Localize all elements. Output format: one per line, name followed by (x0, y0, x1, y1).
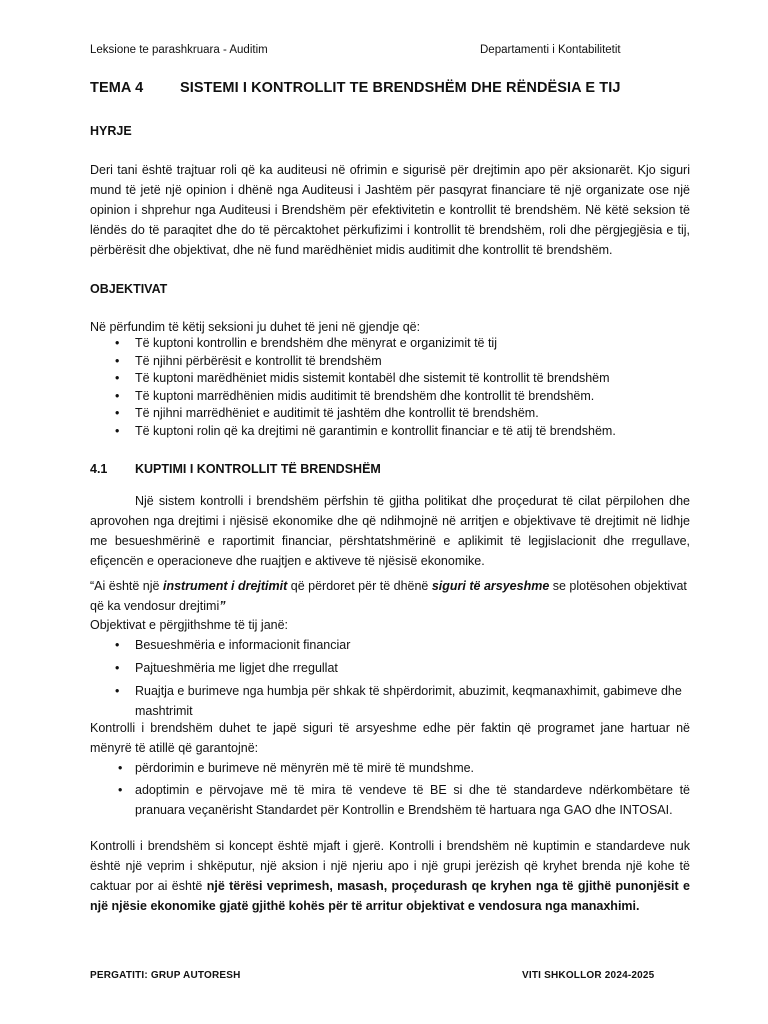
list-item: • adoptimin e përvojave më të mira të vendeve të BE si dhe të standardeve ndërkombëtare të pranuara veçanërisht Standardet për Kontrollin e Brendshëm të hartuara nga GAO dhe INTOSAI. (90, 780, 690, 820)
heading-hyrje: HYRJE (90, 124, 132, 138)
bullet-icon: • (115, 371, 120, 386)
list-item: • përdorimin e burimeve në mënyrën më të mirë të mundshme. (90, 758, 690, 778)
guarantee-intro: Kontrolli i brendshëm duhet te japë siguri të arsyeshme edhe për faktin që programet jane hartuar në mënyrë të atillë që garantojnë: (90, 721, 690, 755)
bullet-icon: • (115, 388, 120, 403)
bullet-icon: • (118, 783, 123, 797)
section-title: KUPTIMI I KONTROLLIT TË BRENDSHËM (135, 462, 381, 476)
page-title (90, 80, 621, 96)
footer-authors: PERGATITI: GRUP AUTORESH (90, 970, 241, 981)
bullet-icon: • (115, 638, 120, 652)
emphasis-siguri: siguri të arsyeshme (431, 579, 550, 593)
list-item: • Të kuptoni marrëdhënien midis auditimit të brendshëm dhe kontrollit të brendshëm. (90, 388, 690, 406)
section-heading-4-1 (90, 462, 381, 476)
bullet-icon: • (115, 406, 120, 421)
definition-paragraph: Një sistem kontrolli i brendshëm përfshin të gjitha politikat dhe proçedurat të cilat përpilohen dhe aprovohen nga drejtimi i njësisë ekonomike dhe që ndihmojnë në arritjen e objektivave të drejtimit në lidhje me besueshmërinë e raportimit financiar, përshtatshmërinë e aplikimit të legjislacionit dhe rregullave, efiçencën e operacioneve dhe ruajtjen e aktiveve të njësisë ekonomike. (90, 494, 690, 568)
topic-number: TEMA 4 (90, 80, 144, 96)
topic-title: SISTEMI I KONTROLLIT TE BRENDSHËM DHE RËNDËSIA E TIJ (180, 80, 621, 96)
guarantee-list (90, 758, 690, 822)
bullet-icon: • (115, 423, 120, 438)
list-item: • Të njihni marrëdhëniet e auditimit të jashtëm dhe kontrollit të brendshëm. (90, 405, 690, 423)
list-item: • Të kuptoni kontrollin e brendshëm dhe mënyrat e organizimit të tij (90, 335, 690, 353)
objectives-intro: Në përfundim të këtij seksioni ju duhet të jeni në gjendje që: (90, 320, 421, 334)
emphasis-instrument: instrument i drejtimit (162, 579, 288, 593)
emphasis-definition: një tërësi veprimesh, masash, proçedurash qe kryhen nga të gjithë punonjësit e një njësie ekonomike gjatë gjithë kohës për të arritur objektivat e vendosura nga manaxhimi. (90, 879, 690, 913)
list-item: • Ruajtja e burimeve nga humbja për shkak të shpërdorimit, abuzimit, keqmanaxhimit, gabimeve dhe mashtrimit (90, 681, 690, 721)
list-item: • Të kuptoni marëdhëniet midis sistemit kontabël dhe sistemit të kontrollit të brendshëm (90, 370, 690, 388)
list-item: • Pajtueshmëria me ligjet dhe rregullat (90, 658, 690, 678)
header-department: Departamenti i Kontabilitetit (480, 44, 621, 56)
list-item: • Të njihni përbërësit e kontrollit të brendshëm (90, 353, 690, 371)
bullet-icon: • (115, 353, 120, 368)
bullet-icon: • (115, 684, 120, 698)
general-objectives-list (90, 635, 690, 724)
objectives-list (90, 335, 690, 441)
bullet-icon: • (118, 761, 123, 775)
list-item: • Të kuptoni rolin që ka drejtimi në garantimin e kontrollit financiar e të atij të brendshëm. (90, 423, 690, 441)
heading-objektivat: OBJEKTIVAT (90, 282, 168, 296)
intro-paragraph: Deri tani është trajtuar roli që ka auditeusi në ofrimin e sigurisë për drejtimin apo për aksionarët. Kjo siguri mund të jetë një opinion i dhënë nga Auditeusi i Jashtëm për pasqyrat financiare të një organizate ose një opinion i shprehur nga Auditeusi i Brendshëm për efektivitetin e kontrollit të brendshëm. Në këtë seksion të lëndës do të paraqitet dhe do të përcaktohet përkufizimi i kontrollit të brendshëm, roli dhe përgjegjësia e tij, përbërësit dhe objektivat, dhe në fund marëdhëniet midis auditimit dhe kontrollit të brendshëm. (90, 163, 690, 257)
bullet-icon: • (115, 661, 120, 675)
list-item: • Besueshmëria e informacionit financiar (90, 635, 690, 655)
footer-school-year: VITI SHKOLLOR 2024-2025 (522, 970, 655, 981)
section-number: 4.1 (90, 462, 108, 476)
concept-paragraph: Kontrolli i brendshëm si koncept është mjaft i gjerë. Kontrolli i brendshëm në kuptimin e standardeve nuk është një veprim i shkëputur, një aksion i një njeriu apo i një grupi jerëzish që kryhet brenda një kohe të caktuar por ai është një tërësi veprimesh, masash, proçedurash qe kryhen nga të gjithë punonjësit e një njësie ekonomike gjatë gjithë kohës për të arritur objektivat e vendosura nga manaxhimi. (90, 839, 690, 913)
quote-paragraph: “Ai është një instrument i drejtimit që përdoret për të dhënë siguri të arsyeshme se plotësohen objektivat që ka vendosur drejtimi” (90, 579, 687, 613)
bullet-icon: • (115, 336, 120, 350)
general-objectives-intro: Objektivat e përgjithshme të tij janë: (90, 618, 289, 632)
header-course-title: Leksione te parashkruara - Auditim (90, 44, 268, 56)
